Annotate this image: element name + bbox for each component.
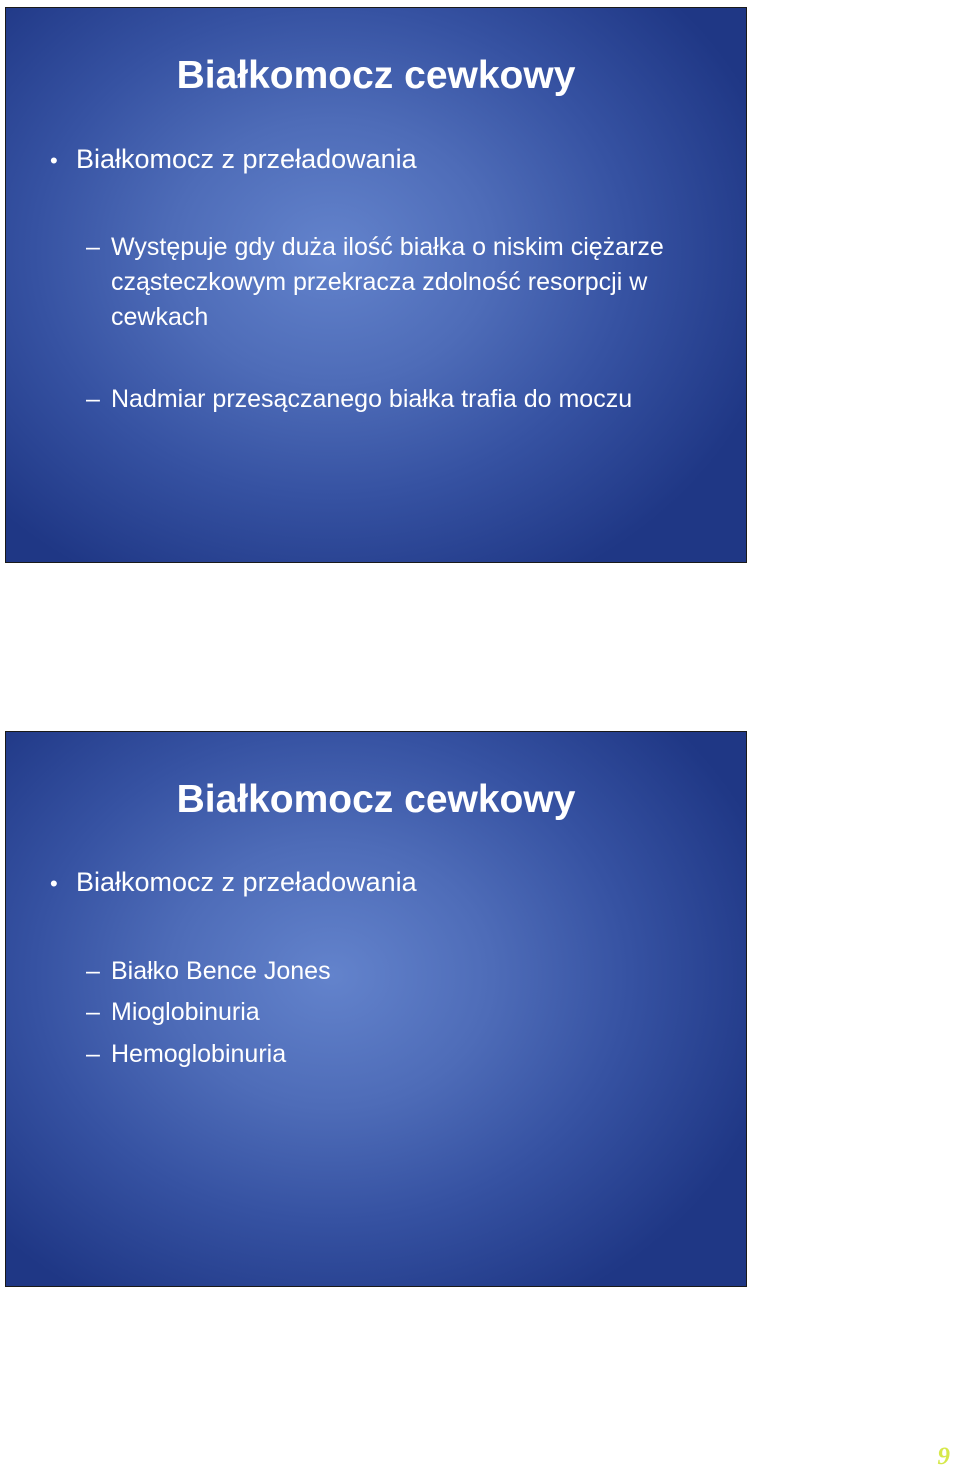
dash-icon: – — [86, 385, 100, 413]
bullet-dot-icon: • — [50, 871, 58, 896]
sub-item-text: Mioglobinuria — [111, 998, 260, 1026]
dash-icon: – — [86, 233, 100, 261]
sub-item — [86, 230, 706, 335]
sub-item — [86, 382, 706, 417]
sub-item — [86, 995, 706, 1030]
sub-item-text: Hemoglobinuria — [111, 1040, 287, 1068]
bullet-item — [50, 144, 417, 175]
slide-1 — [5, 7, 747, 563]
dash-icon: – — [86, 1040, 100, 1068]
slide-title: Białkomocz cewkowy — [176, 778, 576, 821]
sub-item — [86, 1037, 706, 1072]
sub-item-text: Występuje gdy duża ilość białka o niskim ciężarze cząsteczkowym przekracza zdolność resorpcji w cewkach — [111, 233, 664, 331]
sub-item-text: Białko Bence Jones — [111, 957, 331, 985]
dash-icon: – — [86, 998, 100, 1026]
bullet-item — [50, 867, 417, 898]
bullet-dot-icon: • — [50, 148, 58, 173]
dash-icon: – — [86, 957, 100, 985]
page-number: 9 — [937, 1443, 950, 1470]
sub-item-text: Nadmiar przesączanego białka trafia do moczu — [111, 385, 633, 413]
slide-2 — [5, 731, 747, 1287]
sub-item — [86, 954, 706, 989]
bullet-text: Białkomocz z przeładowania — [76, 144, 417, 174]
bullet-text: Białkomocz z przeładowania — [76, 867, 417, 897]
slide-title: Białkomocz cewkowy — [176, 54, 576, 97]
